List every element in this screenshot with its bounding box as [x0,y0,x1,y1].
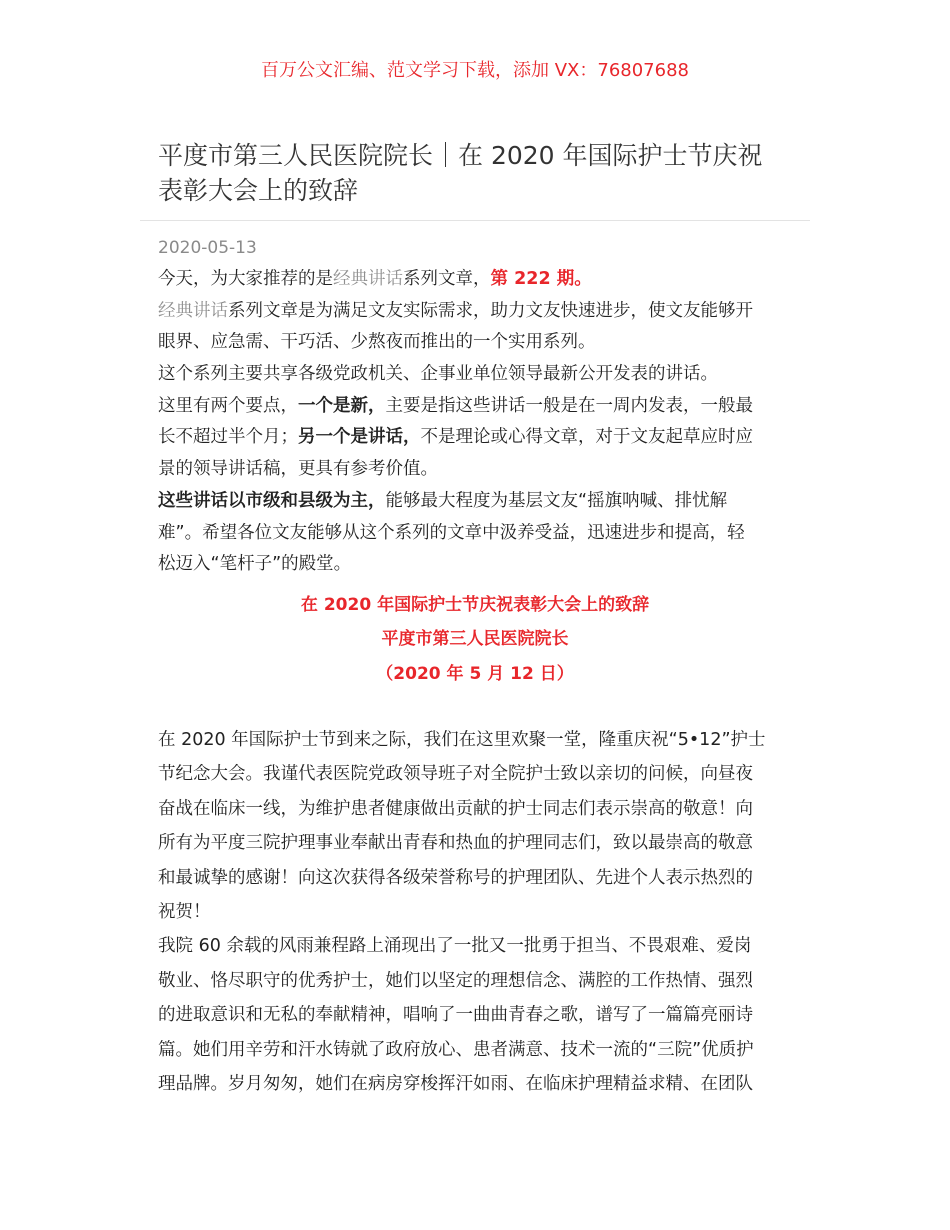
bold-text: 这些讲话以市级和县级为主， [158,490,386,511]
text-line [158,1067,798,1101]
text-segment: 能够最大程度为基层文友“摇旗呐喊、排忧解 [385,490,728,511]
speech-date: （2020 年 5 月 12 日） [376,664,574,684]
text-segment: 不是理论或心得文章，对于文友起草应时应 [420,427,753,448]
text-line [158,1033,798,1067]
text-segment: 系列文章， [403,269,491,289]
text-segment: 系列文章是为满足文友实际需求，助力文友快速进步，使文友能够开 [228,300,753,321]
text-line [158,723,798,757]
text-line [158,792,798,826]
text-line [158,929,798,963]
header-banner: 百万公文汇编、范文学习下载，添加 VX：76807688 [261,60,689,81]
text-line [158,327,798,359]
text-segment: 节纪念大会。我谨代表医院党政领导班子对全院护士致以亲切的问候，向昼夜 [158,764,753,785]
text-segment: 的进取意识和无私的奉献精神，唱响了一曲曲青春之歌，谱写了一篇篇亮丽诗 [158,1005,753,1026]
divider [140,220,810,221]
text-segment: 景的领导讲话稿，更具有参考价值。 [158,459,438,480]
text-segment: 所有为平度三院护理事业奉献出青春和热血的护理同志们，致以最崇高的敬意 [158,833,753,854]
gray-text: 经典讲话 [333,269,403,289]
text-line [158,359,798,391]
text-segment: 眼界、应急需、干巧活、少熬夜而推出的一个实用系列。 [158,332,596,353]
publish-date: 2020-05-13 [158,238,257,258]
text-segment: 篇。她们用辛劳和汗水铸就了政府放心、患者满意、技术一流的“三院”优质护 [158,1039,754,1060]
bold-text: 另一个是讲话， [298,427,421,448]
text-segment: 祝贺！ [158,901,211,922]
text-segment: 长不超过半个月； [158,427,298,448]
text-line [158,422,798,454]
text-line [158,391,798,423]
text-segment: 奋战在临床一线，为维护患者健康做出贡献的护士同志们表示崇高的敬意！向 [158,798,753,819]
text-segment: 松迈入“笔杆子”的殿堂。 [158,554,352,575]
gray-text: 经典讲话 [158,300,228,321]
article-title [158,138,798,208]
text-line [158,998,798,1032]
text-line [158,486,798,518]
text-segment: 和最诚挚的感谢！向这次获得各级荣誉称号的护理团队、先进个人表示热烈的 [158,867,753,888]
text-segment: 难”。希望各位文友能够从这个系列的文章中汲养受益，迅速进步和提高，轻 [158,522,745,543]
text-line [158,549,798,581]
speech-title: 在 2020 年国际护士节庆祝表彰大会上的致辞 [300,595,650,615]
bold-text: 一个是新， [298,395,386,416]
text-segment: 在 2020 年国际护士节到来之际，我们在这里欢聚一堂，隆重庆祝“5•12”护士 [158,730,766,750]
text-segment: 这个系列主要共享各级党政机关、企事业单位领导最新公开发表的讲话。 [158,364,718,385]
red-text: 第 222 期。 [490,269,592,289]
speech-speaker: 平度市第三人民医院院长 [381,629,569,649]
text-line [158,861,798,895]
title-line: 表彰大会上的致辞 [158,176,359,205]
speech-body [158,723,798,1101]
text-line [158,296,798,328]
text-segment: 理品牌。岁月匆匆，她们在病房穿梭挥汗如雨、在临床护理精益求精、在团队 [158,1073,753,1094]
text-segment: 这里有两个要点， [158,395,298,416]
text-line [158,264,798,296]
text-line [158,454,798,486]
text-line [158,895,798,929]
text-line [158,826,798,860]
text-segment: 敬业、恪尽职守的优秀护士，她们以坚定的理想信念、满腔的工作热情、强烈 [158,970,753,991]
text-segment: 今天，为大家推荐的是 [158,269,333,289]
title-line: 平度市第三人民医院院长｜在 2020 年国际护士节庆祝 [158,141,763,170]
text-line [158,518,798,550]
text-segment: 主要是指这些讲话一般是在一周内发表，一般最 [385,395,753,416]
text-segment: 我院 60 余载的风雨兼程路上涌现出了一批又一批勇于担当、不畏艰难、爱岗 [158,936,752,957]
text-line [158,964,798,998]
intro-section [158,264,798,581]
text-line [158,757,798,791]
